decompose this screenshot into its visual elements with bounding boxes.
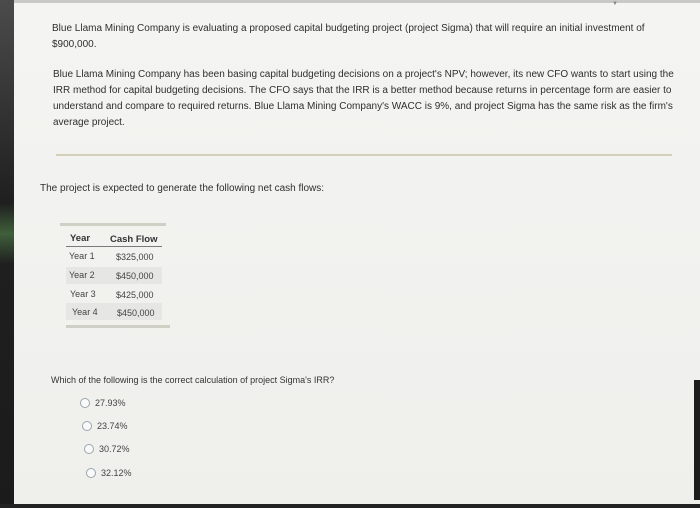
- screen-left-edge: [0, 0, 14, 508]
- radio-button[interactable]: [84, 444, 94, 454]
- screen-right-edge: [694, 380, 700, 500]
- option-label: 27.93%: [95, 398, 126, 408]
- answer-option[interactable]: [86, 468, 132, 478]
- table-bottom-rule: [66, 325, 170, 328]
- section-divider: [56, 154, 672, 156]
- option-label: 32.12%: [101, 468, 132, 478]
- cash-flow-cell: $325,000: [116, 252, 154, 262]
- radio-button[interactable]: [82, 421, 92, 431]
- radio-button[interactable]: [86, 468, 96, 478]
- cash-flow-cell: $450,000: [116, 271, 154, 281]
- chevron-down-icon: ▼: [612, 1, 618, 7]
- option-label: 30.72%: [99, 444, 130, 454]
- answer-option[interactable]: [80, 398, 126, 408]
- context-paragraph: Blue Llama Mining Company has been basing capital budgeting decisions on a project's NPV; however, its new CFO wants to start using the IRR method for capital budgeting decisions. The CFO says that the IRR is a better method because returns in percentage form are easier to understand and compare to required returns. Blue Llama Mining Company's WACC is 9%, and project Sigma has the same risk as the firm's average project.: [53, 69, 674, 128]
- top-border: [14, 0, 700, 3]
- option-label: 23.74%: [97, 421, 128, 431]
- year-cell: Year 4: [72, 307, 98, 317]
- intro-paragraph: Blue Llama Mining Company is evaluating a proposed capital budgeting project (project Sigma) that will require an initial investment of $900,000.: [52, 23, 645, 50]
- question-prompt: Which of the following is the correct calculation of project Sigma's IRR?: [51, 375, 335, 385]
- header-underline: [66, 246, 162, 247]
- answer-option[interactable]: [82, 421, 128, 431]
- cash-flow-cell: $425,000: [116, 290, 154, 300]
- header-cash-flow: Cash Flow: [110, 234, 158, 245]
- table-top-rule: [60, 223, 166, 226]
- cash-flow-cell: $450,000: [117, 308, 155, 318]
- radio-button[interactable]: [80, 398, 90, 408]
- year-cell: Year 2: [69, 270, 95, 280]
- year-cell: Year 3: [70, 289, 96, 299]
- header-year: Year: [70, 233, 91, 244]
- answer-option[interactable]: [84, 444, 130, 454]
- screen-bottom-edge: [0, 504, 700, 508]
- cash-flow-intro: The project is expected to generate the following net cash flows:: [40, 183, 325, 194]
- year-cell: Year 1: [69, 251, 95, 261]
